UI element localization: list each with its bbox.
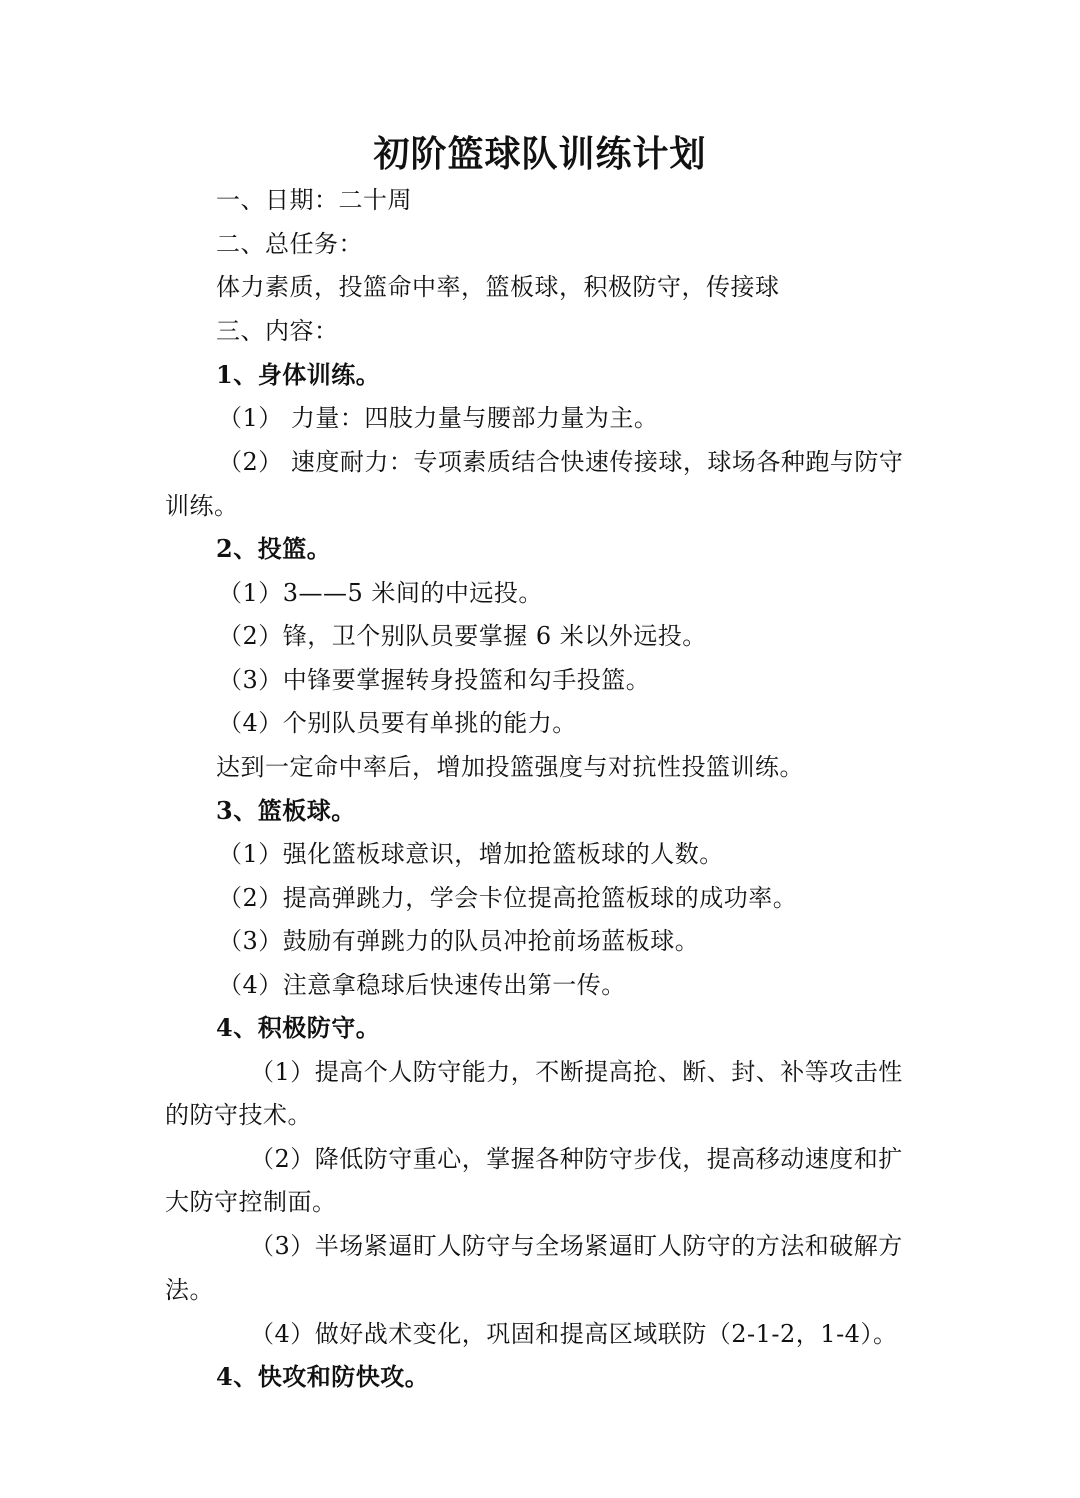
list-item: （3）中锋要掌握转身投篮和勾手投篮。 — [218, 666, 651, 694]
heading-rebounding: 3、篮板球。 — [216, 796, 356, 825]
list-item-continuation: 大防守控制面。 — [165, 1188, 337, 1216]
list-item: （3）半场紧逼盯人防守与全场紧逼盯人防守的方法和破解方 — [250, 1232, 903, 1260]
heading-physical-training: 1、身体训练。 — [216, 360, 381, 389]
list-item: （2） 速度耐力：专项素质结合快速传接球，球场各种跑与防守 — [218, 448, 904, 476]
list-item: （1）3——5 米间的中远投。 — [218, 579, 543, 607]
heading-fast-break: 4、快攻和防快攻。 — [216, 1362, 430, 1391]
paragraph: 达到一定命中率后，增加投篮强度与对抗性投篮训练。 — [216, 753, 804, 781]
section-content: 三、内容： — [216, 317, 339, 345]
list-item-continuation: 训练。 — [165, 492, 239, 520]
list-item: （2）降低防守重心，掌握各种防守步伐，提高移动速度和扩 — [250, 1145, 903, 1173]
heading-active-defense: 4、积极防守。 — [216, 1013, 381, 1042]
list-item: （2）提高弹跳力，学会卡位提高抢篮板球的成功率。 — [218, 884, 798, 912]
list-item-continuation: 法。 — [165, 1276, 214, 1304]
list-item: （1）提高个人防守能力，不断提高抢、断、封、补等攻击性 — [250, 1058, 903, 1086]
section-date: 一、日期：二十周 — [216, 186, 412, 214]
list-item: （3）鼓励有弹跳力的队员冲抢前场蓝板球。 — [218, 927, 700, 955]
heading-shooting: 2、投篮。 — [216, 534, 332, 563]
list-item: （4）注意拿稳球后快速传出第一传。 — [218, 971, 626, 999]
list-item-continuation: 的防守技术。 — [165, 1101, 312, 1129]
list-item: （4）个别队员要有单挑的能力。 — [218, 709, 577, 737]
list-item: （2）锋，卫个别队员要掌握 6 米以外远投。 — [218, 622, 707, 650]
list-item: （4）做好战术变化，巩固和提高区域联防（2-1-2，1-4）。 — [250, 1320, 898, 1348]
document-title: 初阶篮球队训练计划 — [373, 133, 707, 175]
overall-task-text: 体力素质，投篮命中率，篮板球，积极防守，传接球 — [216, 273, 780, 301]
list-item: （1） 力量：四肢力量与腰部力量为主。 — [218, 404, 659, 432]
section-overall-task: 二、总任务： — [216, 230, 363, 258]
list-item: （1）强化篮板球意识，增加抢篮板球的人数。 — [218, 840, 724, 868]
